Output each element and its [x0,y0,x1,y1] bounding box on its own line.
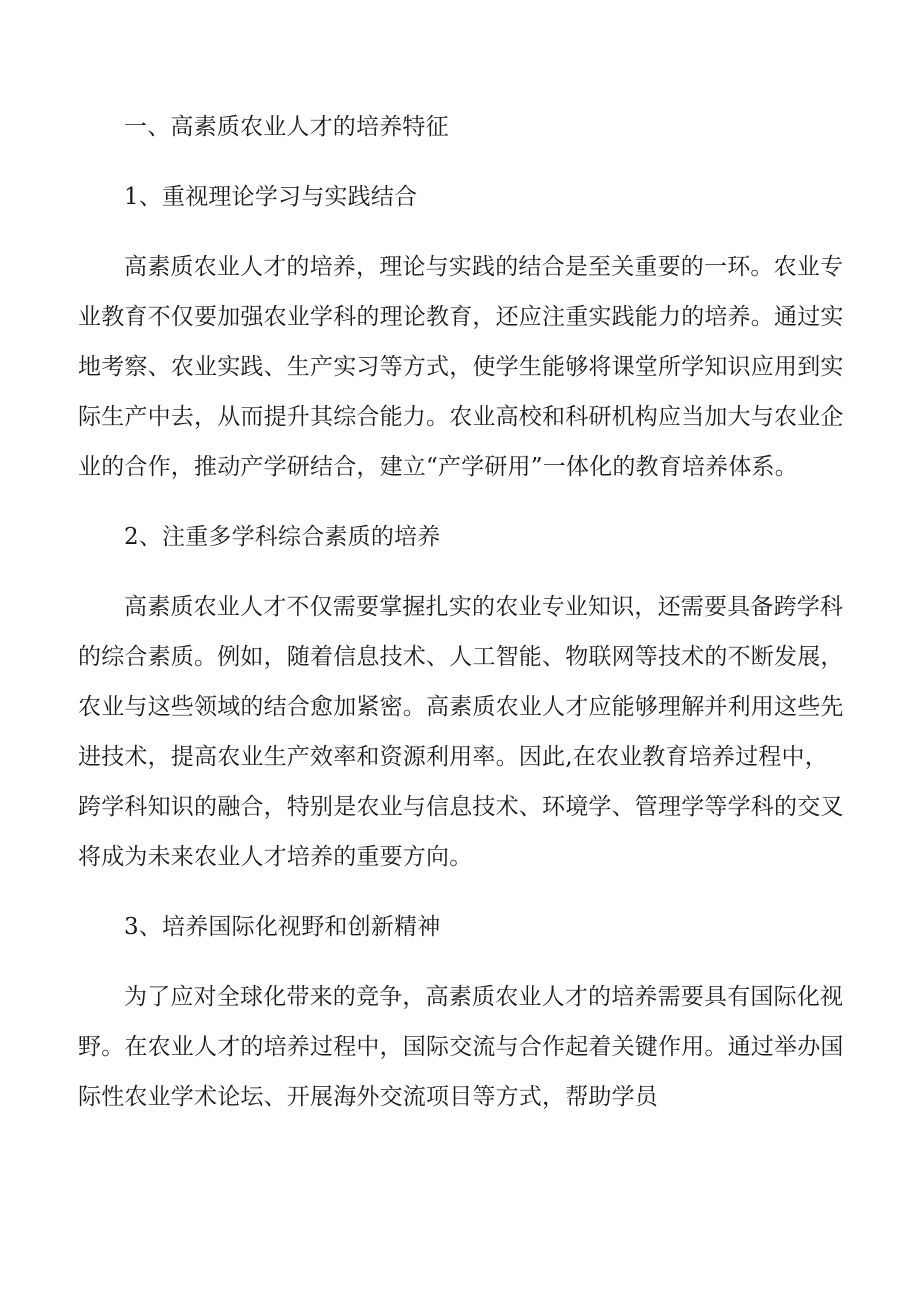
paragraph-3 [78,982,920,1112]
subsection-title-1: 1、重视理论学习与实践结合 [124,184,418,210]
paragraph-line: 跨学科知识的融合，特别是农业与信息技术、环境学、管理学等学科的交叉 [78,794,844,820]
paragraph-line: 高素质农业人才的培养，理论与实践的结合是至关重要的一环。农业专 [124,254,844,280]
paragraph-line: 高素质农业人才不仅需要掌握扎实的农业专业知识，还需要具备跨学科 [124,594,844,620]
paragraph-line: 的综合素质。例如，随着信息技术、人工智能、物联网等技术的不断发展， [78,644,844,670]
paragraph-line: 地考察、农业实践、生产实习等方式，使学生能够将课堂所学知识应用到实 [78,354,844,380]
paragraph-line: 将成为未来农业人才培养的重要方向。 [78,844,473,870]
paragraph-line: 野。在农业人才的培养过程中，国际交流与合作起着关键作用。通过举办国 [78,1034,844,1060]
paragraph-line: 业的合作，推动产学研结合，建立“产学研用”一体化的教育培养体系。 [78,454,798,480]
paragraph-line: 际性农业学术论坛、开展海外交流项目等方式，帮助学员 [78,1084,658,1110]
paragraph-line: 际生产中去，从而提升其综合能力。农业高校和科研机构应当加大与农业企 [78,404,844,430]
section-title: 一、高素质农业人才的培养特征 [124,114,449,140]
subsection-title-2: 2、注重多学科综合素质的培养 [124,524,441,550]
paragraph-line: 业教育不仅要加强农业学科的理论教育，还应注重实践能力的培养。通过实 [78,304,844,330]
subsection-title-3: 3、培养国际化视野和创新精神 [124,914,441,940]
paragraph-line: 为了应对全球化带来的竞争，高素质农业人才的培养需要具有国际化视 [124,984,844,1010]
paragraph-2 [78,592,920,872]
paragraph-line: 农业与这些领域的结合愈加紧密。高素质农业人才应能够理解并利用这些先 [78,694,844,720]
paragraph-line: 进技术，提高农业生产效率和资源利用率。因此,在农业教育培养过程中， [78,744,828,770]
paragraph-1 [78,252,920,482]
